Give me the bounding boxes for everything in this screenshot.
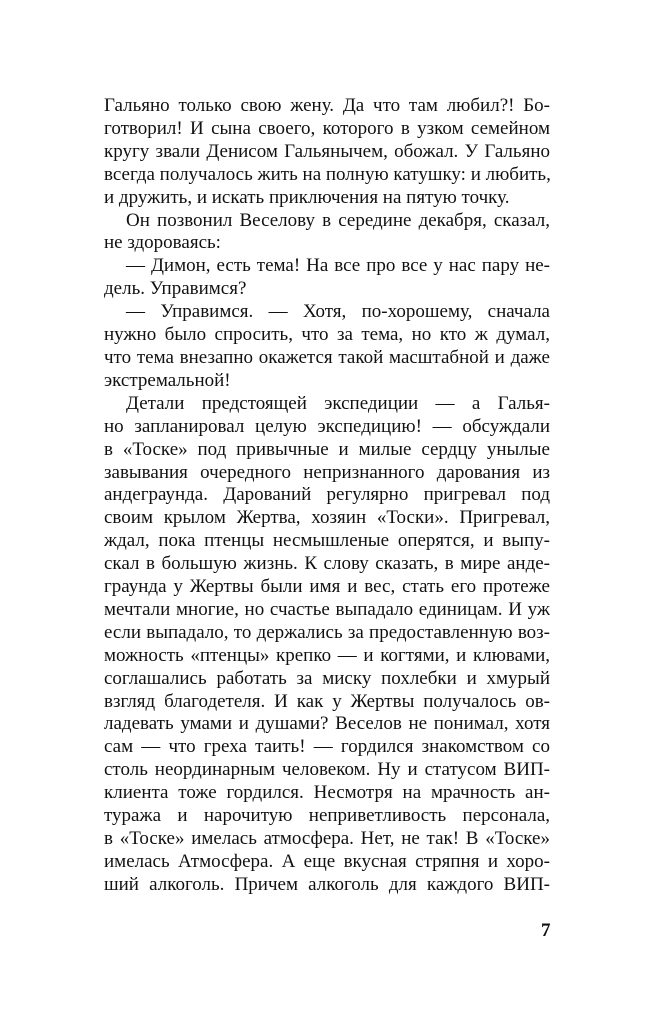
text-line: Он позвонил Веселову в середине декабря, сказал, bbox=[126, 209, 550, 231]
text-line: в «Тоске» имелась атмосфера. Нет, не так! В «Тоске» bbox=[104, 828, 550, 849]
text-line: экстремальной! bbox=[104, 369, 231, 391]
text-line: андеграунда. Дарований регулярно пригревал под bbox=[104, 484, 550, 506]
text-line: мечтали многие, но счастье выпадало единицам. И уж bbox=[104, 598, 550, 620]
text-line: скал в большую жизнь. К слову сказать, в мире анде- bbox=[104, 553, 550, 575]
text-line: своим крылом Жертва, хозяин «Тоски». Пригревал, bbox=[104, 507, 550, 529]
text-line: дель. Управимся? bbox=[104, 278, 247, 300]
text-line: Детали предстоящей экспедиции — а Галья- bbox=[126, 392, 550, 414]
text-line: сам — что греха таить! — гордился знакомством со bbox=[104, 736, 550, 758]
page-number: 7 bbox=[541, 920, 551, 941]
text-line: ждал, пока птенцы несмышленые оперятся, и выпу- bbox=[104, 530, 550, 552]
text-line: готворил! И сына своего, которого в узком семейном bbox=[104, 117, 550, 139]
text-line: не здороваясь: bbox=[104, 232, 221, 254]
text-line: Гальяно только свою жену. Да что там любил?! Бо- bbox=[104, 95, 550, 116]
text-line: — Управимся. — Хотя, по-хорошему, сначала bbox=[126, 301, 550, 323]
text-line: что тема внезапно окажется такой масштабной и даже bbox=[104, 346, 550, 368]
text-line: — Димон, есть тема! На все про все у нас пару не- bbox=[126, 255, 550, 277]
text-line: всегда получалось жить на полную катушку: и любить, bbox=[104, 163, 551, 185]
text-line: и дружить, и искать приключения на пятую точку. bbox=[104, 186, 510, 208]
text-line: столь неординарным человеком. Ну и статусом ВИП- bbox=[104, 759, 550, 781]
text-line: взгляд благодетеля. И как у Жертвы получалось ов- bbox=[104, 690, 550, 712]
text-line: ший алкоголь. Причем алкоголь для каждого ВИП- bbox=[104, 873, 550, 895]
body-text bbox=[104, 95, 550, 897]
text-line: если выпадало, то держались за предоставленную воз- bbox=[104, 621, 550, 643]
text-line: клиента тоже гордился. Несмотря на мрачность ан- bbox=[104, 782, 550, 804]
text-line: завывания очередного непризнанного дарования из bbox=[104, 461, 550, 483]
text-line: в «Тоске» под привычные и милые сердцу унылые bbox=[104, 438, 550, 460]
text-line: нужно было спросить, что за тема, но кто ж думал, bbox=[104, 324, 550, 346]
text-line: имелась Атмосфера. А еще вкусная стряпня и хоро- bbox=[104, 850, 550, 872]
text-line: но запланировал целую экспедицию! — обсуждали bbox=[104, 415, 550, 437]
text-line: туража и нарочитую неприветливость персонала, bbox=[104, 805, 550, 827]
text-line: кругу звали Денисом Гальянычем, обожал. У Гальяно bbox=[104, 140, 550, 162]
text-line: граунда у Жертвы были имя и вес, стать его протеже bbox=[104, 576, 550, 598]
text-line: можность «птенцы» крепко — и когтями, и клювами, bbox=[104, 644, 550, 666]
text-line: ладевать умами и душами? Веселов не понимал, хотя bbox=[104, 713, 550, 735]
text-line: соглашались работать за миску похлебки и хмурый bbox=[104, 667, 550, 689]
